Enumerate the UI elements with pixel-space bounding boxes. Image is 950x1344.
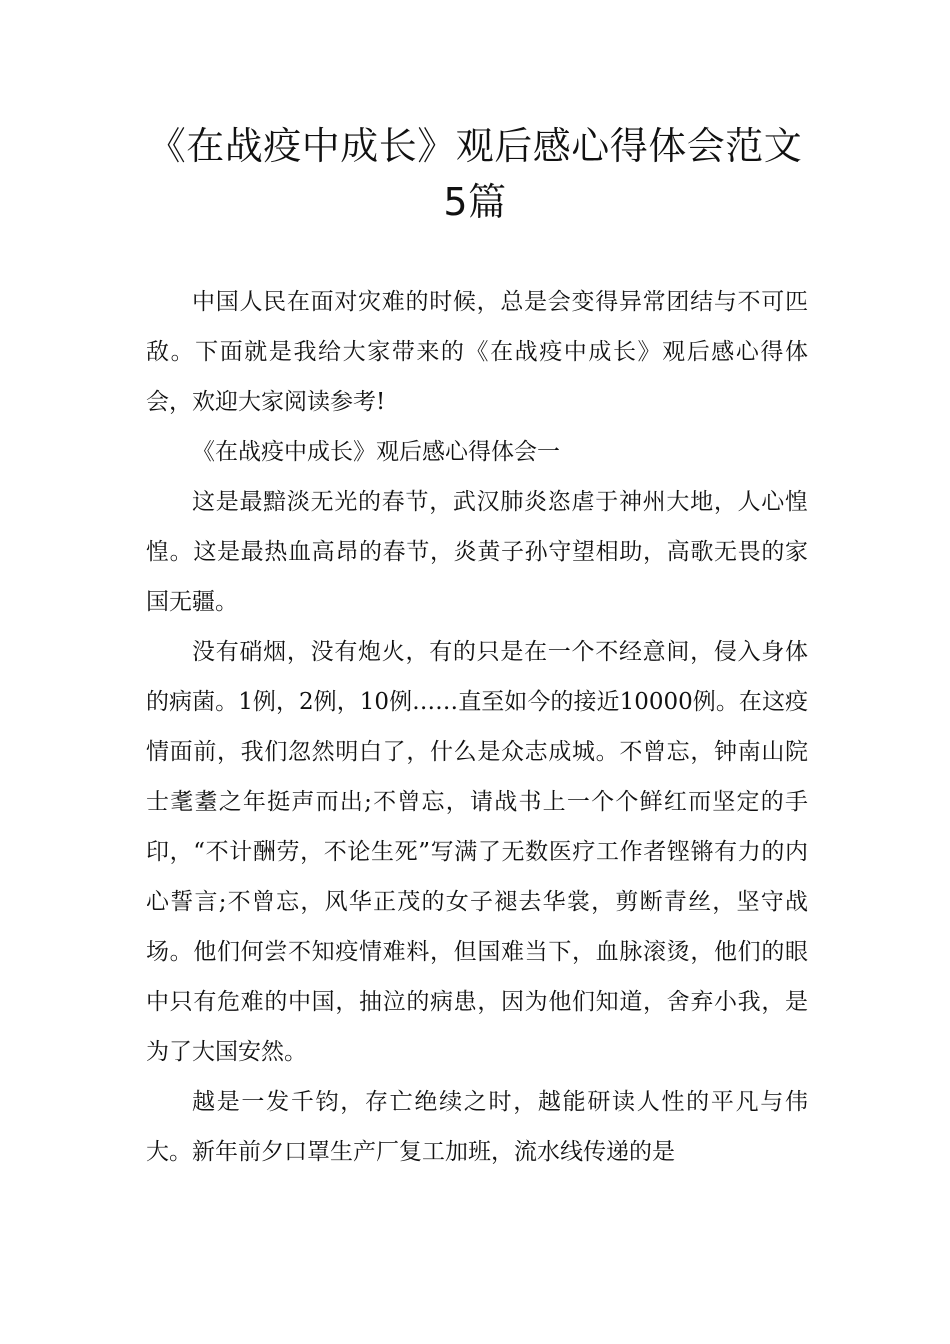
- title-line-2: 5篇: [443, 180, 507, 224]
- paragraph-3: 越是一发千钧，存亡绝续之时，越能研读人性的平凡与伟大。新年前夕口罩生产厂复工加班，流水线传递的是: [146, 1089, 808, 1165]
- title-line-1: 《在战疫中成长》观后感心得体会范文: [147, 124, 803, 168]
- document-body: [146, 277, 808, 1177]
- paragraph-2: 没有硝烟，没有炮火，有的只是在一个不经意间，侵入身体的病菌。1例，2例，10例……直至如今的接近10000例。在这疫情面前，我们忽然明白了，什么是众志成城。不曾忘，钟南山院士耄耋之年挺声而出;不曾忘，请战书上一个个鲜红而坚定的手印，“不计酬劳，不论生死”写满了无数医疗工作者铿锵有力的内心誓言;不曾忘，风华正茂的女子褪去华裳，剪断青丝，坚守战场。他们何尝不知疫情难料，但国难当下，血脉滚烫，他们的眼中只有危难的中国，抽泣的病患，因为他们知道，舍弃小我，是为了大国安然。: [146, 639, 808, 1065]
- document-title: [120, 118, 830, 230]
- section-heading-1: 《在战疫中成长》观后感心得体会一: [192, 439, 560, 465]
- paragraph-intro: 中国人民在面对灾难的时候，总是会变得异常团结与不可匹敌。下面就是我给大家带来的《在战疫中成长》观后感心得体会，欢迎大家阅读参考!: [146, 289, 808, 415]
- paragraph-1: 这是最黯淡无光的春节，武汉肺炎恣虐于神州大地，人心惶惶。这是最热血高昂的春节，炎黄子孙守望相助，高歌无畏的家国无疆。: [146, 489, 808, 615]
